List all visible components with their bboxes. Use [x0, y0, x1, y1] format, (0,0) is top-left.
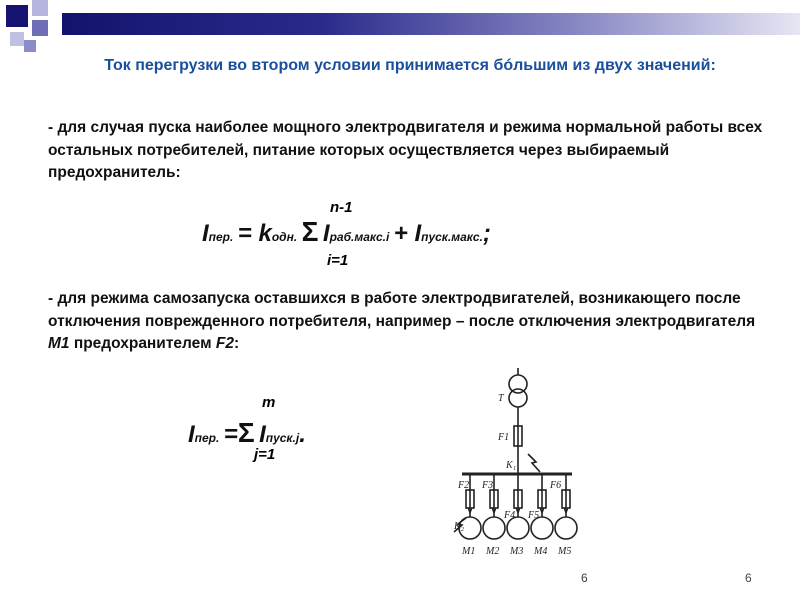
decor-square: [6, 5, 28, 27]
fuse-ref: F2: [215, 335, 234, 352]
formula-symbol: I: [188, 421, 195, 448]
circuit-diagram: [440, 368, 590, 560]
formula-symbol: + I: [393, 220, 422, 247]
fuse-label: F5: [528, 510, 540, 521]
fuse-f1-label: F1: [498, 432, 510, 443]
formula-start-case: [202, 216, 491, 248]
decor-square: [10, 32, 24, 46]
branch-m3: [507, 474, 529, 539]
paragraph-text: - для режима самозапуска оставшихся в работе электродвигателей, возникающего после отключения поврежденного потребителя, например – после отключения электродвигателя: [48, 290, 756, 330]
formula-subscript: одн.: [271, 230, 298, 244]
sigma-symbol: Σ: [301, 216, 319, 247]
sigma-symbol: Σ: [237, 417, 255, 448]
decor-square: [32, 20, 48, 36]
header-bar: [62, 13, 800, 35]
fuse-label: F4: [504, 510, 516, 521]
motor-label: M3: [510, 546, 524, 557]
formula-selfstart-case: [188, 417, 306, 449]
motor-label: M2: [486, 546, 500, 557]
formula-subscript: раб.макс.i: [329, 230, 390, 244]
fault-k1-symbol: [528, 454, 540, 472]
motor-ref: М1: [48, 335, 70, 352]
fuse-label: F6: [550, 480, 562, 491]
sum-lower-limit: i=1: [327, 252, 349, 269]
formula-symbol: .: [299, 421, 306, 448]
formula-subscript: пуск.j: [265, 431, 300, 445]
formula-symbol: I: [259, 421, 266, 448]
page-number: 6: [581, 571, 588, 585]
formula-symbol: =: [223, 421, 238, 448]
motor-label: M1: [462, 546, 476, 557]
formula-subscript: пуск.макс.: [421, 230, 483, 244]
paragraph-text: предохранителем: [69, 335, 212, 352]
formula-symbol: I: [322, 220, 330, 247]
paragraph-text: :: [233, 335, 240, 352]
paragraph-selfstart-case: [48, 288, 768, 356]
formula-subscript: пер.: [194, 431, 220, 445]
transformer-winding: [509, 389, 527, 407]
sum-lower-limit: j=1: [254, 446, 276, 463]
formula-subscript: пер.: [208, 230, 234, 244]
motor-label: M5: [558, 546, 572, 557]
page-number: 6: [745, 571, 752, 585]
decor-square: [32, 0, 48, 16]
transformer-label: T: [498, 393, 504, 404]
fuse-label: F3: [482, 480, 494, 491]
sum-upper-limit: m: [262, 394, 276, 411]
transformer-winding: [509, 375, 527, 393]
fault-k1-label: K₁: [506, 460, 517, 471]
formula-symbol: ;: [482, 220, 491, 247]
slide-title: Ток перегрузки во втором условии принимается бóльшим из двух значений:: [104, 57, 716, 74]
sum-upper-limit: n-1: [330, 199, 353, 216]
paragraph-start-case: - для случая пуска наиболее мощного электродвигателя и режима нормальной работы всех остальных потребителей, питание которых осуществляется через выбираемый предохранитель:: [48, 119, 763, 181]
decor-square: [24, 40, 36, 52]
formula-symbol: I: [202, 220, 209, 247]
motor-label: M4: [534, 546, 548, 557]
formula-symbol: = k: [237, 220, 272, 247]
fault-k2-label: K₂: [454, 521, 465, 532]
fuse-label: F2: [458, 480, 470, 491]
